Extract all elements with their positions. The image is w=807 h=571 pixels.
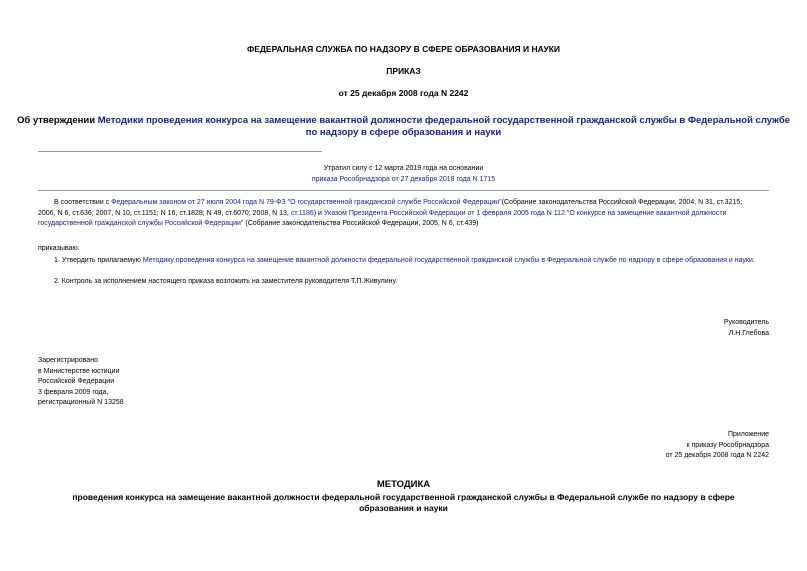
registration-line: регистрационный N 13258 [38, 399, 124, 406]
doc-date-number: от 25 декабря 2008 года N 2242 [338, 88, 469, 98]
decree-112-link-cont[interactable]: государственной гражданской службы Российской Федерации" [38, 220, 244, 227]
order-item-1 [54, 256, 755, 267]
appendix-line: к приказу Рособрнадзора [686, 441, 769, 449]
appendix-line: от 25 декабря 2008 года N 2242 [665, 452, 769, 459]
methodology-link[interactable]: Методику проведения конкурса на замещение вакантной должности федеральной государственной гражданской службы в Федеральной службе по надзору в сфере образования и науки [142, 257, 753, 264]
law-79-link[interactable]: Федеральным законом от 27 июля 2004 года N 79-ФЗ "О государственной гражданской службе Российской Федерации" [111, 199, 502, 206]
appendix-line: Приложение [727, 431, 769, 438]
methodology-subtitle [0, 492, 807, 514]
decree-112-link[interactable]: Указом Президента Российской Федерации от 1 февраля 2005 года N 112 "О конкурсе на замещение вакантной должности [323, 209, 727, 217]
preamble-lead: В соответствии с [54, 199, 112, 206]
signature-role: Руководитель [723, 319, 769, 326]
appendix-block [666, 430, 769, 462]
doc-type: ПРИКАЗ [386, 66, 421, 76]
agency-title: ФЕДЕРАЛЬНАЯ СЛУЖБА ПО НАДЗОРУ В СФЕРЕ ОБРАЗОВАНИЯ И НАУКИ [246, 44, 561, 54]
status-divider [38, 190, 769, 191]
item1-suffix: . [752, 257, 755, 264]
registration-line: 3 февраля 2009 года, [38, 388, 109, 396]
registration-line: Российской Федерации [38, 378, 115, 385]
title-divider [38, 151, 322, 152]
methodology-subtitle-line: образования и науки [359, 503, 448, 513]
article-1186-link[interactable]: ст.1186 [290, 209, 314, 217]
status-text: Утратил силу с 12 марта 2019 года на основании [323, 165, 484, 172]
signature-block [724, 318, 769, 339]
order-item-2: 2. Контроль за исполнением настоящего приказа возложить на заместителя руководителя Т.П.Живулину. [54, 278, 398, 285]
item1-prefix: 1. Утвердить прилагаемую [54, 257, 143, 264]
registration-block [38, 356, 124, 409]
methodology-subtitle-line: проведения конкурса на замещение вакантной должности федеральной государственной гражданской службы в Федеральной службе по надзору в сфере [72, 492, 735, 502]
preamble-text4: (Собрание законодательства Российской Федерации, 2005, N 6, ст.439) [243, 220, 479, 227]
preamble-paragraph [38, 198, 769, 230]
title-link-cont[interactable]: по надзору в сфере образования и науки [305, 127, 502, 138]
document-title [0, 115, 807, 139]
methodology-title: МЕТОДИКА [376, 479, 431, 490]
status-note [0, 164, 807, 185]
signature-name: Л.Н.Глебова [728, 329, 769, 337]
preamble-text1: (Собрание законодательства Российской Федерации, 2004, N 31, ст.3215; [501, 199, 743, 206]
preamble-text3: ) и [313, 209, 324, 217]
title-prefix: Об утверждении [16, 115, 98, 126]
registration-line: Зарегистрировано [38, 357, 98, 364]
status-link[interactable]: приказа Рособрнадзора от 27 декабря 2018 года N 1715 [311, 175, 496, 183]
preamble-text2: 2006, N 6, ст.636; 2007, N 10, ст.1151; N 16, ст.1828; N 49, ст.6070; 2008, N 13, [38, 209, 291, 217]
title-link[interactable]: Методики проведения конкурса на замещение вакантной должности федеральной государственной гражданской службы в Федеральной службе [97, 115, 791, 126]
order-word: приказываю: [38, 245, 80, 252]
registration-line: в Министерстве юстиции [38, 367, 120, 375]
